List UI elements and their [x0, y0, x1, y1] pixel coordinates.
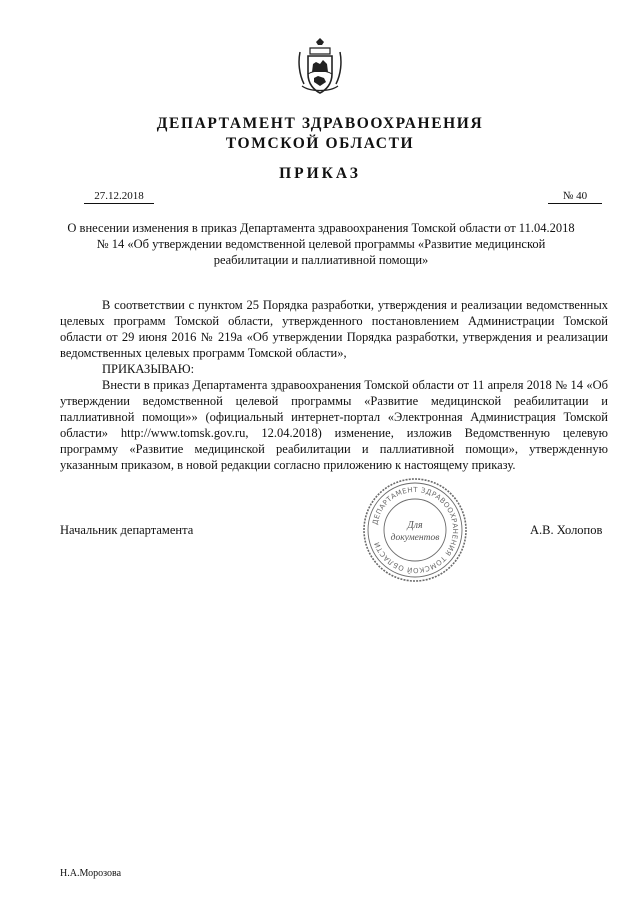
preamble-paragraph: В соответствии с пунктом 25 Порядка разработки, утверждения и реализации ведомственных целевых программ Томской области, утвержденного постановлением Администрации Томской области от 29 июня 2016 № 219а «Об утверждении Порядка разработки, утверждения и реализации ведомственных целевых программ Томской области», [60, 298, 608, 360]
document-type-title: ПРИКАЗ [279, 165, 361, 182]
executor-name: Н.А.Морозова [60, 868, 122, 879]
order-word: ПРИКАЗЫВАЮ: [102, 362, 195, 376]
order-number: № 40 [548, 190, 602, 204]
order-subject: О внесении изменения в приказ Департамента здравоохранения Томской области от 11.04.2018 № 14 «Об утверждении ведомственной целевой программы «Развитие медицинской реабилитации и паллиативной помощи» [67, 221, 575, 267]
department-name-line1: ДЕПАРТАМЕНТ ЗДРАВООХРАНЕНИЯ [156, 115, 484, 132]
signer-name: А.В. Холопов [530, 523, 603, 537]
official-seal [362, 477, 468, 583]
directive-paragraph: Внести в приказ Департамента здравоохранения Томской области от 11 апреля 2018 № 14 «Об утверждении ведомственной целевой программы «Развитие медицинской реабилитации и паллиативной помощи»» (официальный интернет-портал «Электронная Администрация Томской области» http://www.tomsk.gov.ru, 12.04.2018) изменение, изложив Ведомственную целевую программу «Развитие медицинской реабилитации и паллиативной помощи», утвержденную указанным приказом, в новой редакции согласно приложению к настоящему приказу. [60, 378, 608, 472]
order-body [60, 297, 608, 473]
coat-of-arms-icon [298, 38, 342, 96]
seal-center-line1: Для [407, 520, 423, 531]
department-name-line2: ТОМСКОЙ ОБЛАСТИ [225, 135, 415, 152]
seal-ring-text: ДЕПАРТАМЕНТ ЗДРАВООХРАНЕНИЯ ТОМСКОЙ ОБЛАСТИ [371, 485, 460, 575]
seal-center-line2: документов [390, 533, 440, 543]
signer-title: Начальник департамента [60, 523, 194, 537]
order-date: 27.12.2018 [84, 190, 154, 204]
